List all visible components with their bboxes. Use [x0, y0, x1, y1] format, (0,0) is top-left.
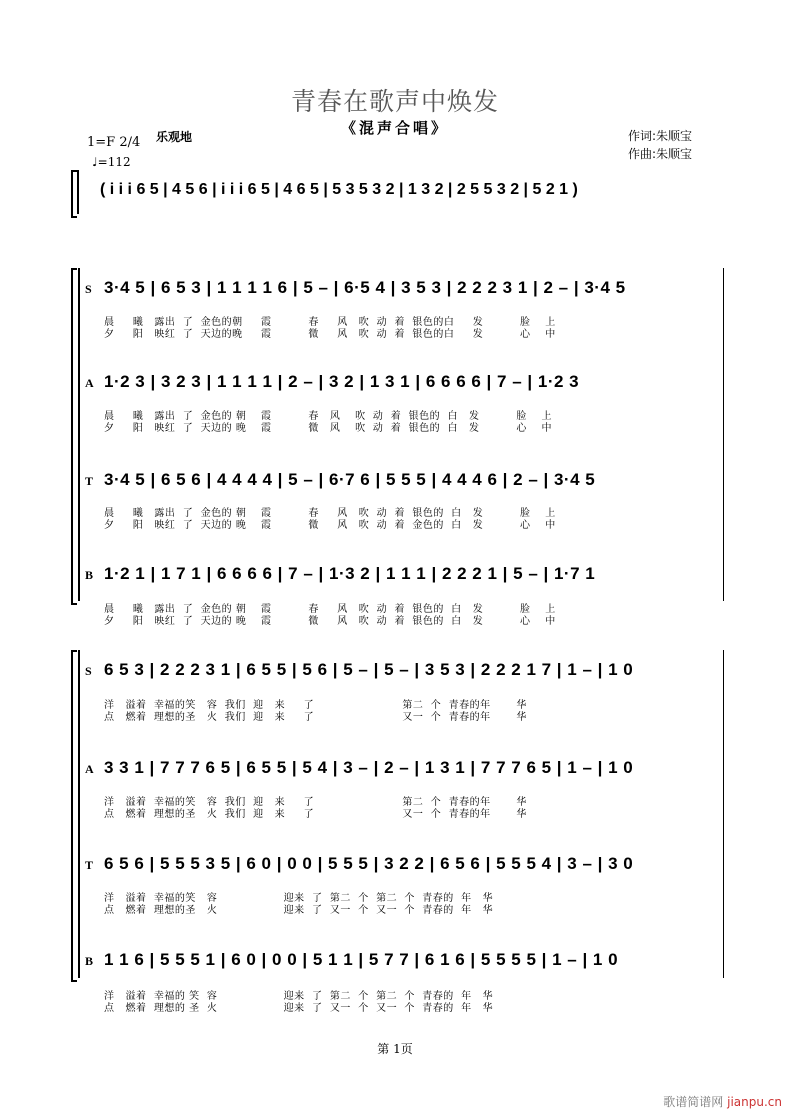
song-title: 青春在歌声中焕发 [290, 87, 499, 116]
alto-notes-1: 1·2 3 | 3 2 3 | 1 1 1 1 | 2 – | 3 2 | 1 3 1 | 6 6 6 6 | 7 – | 1·2 3 [104, 372, 580, 391]
subtitle: 《混声合唱》 [340, 119, 449, 137]
part-label-tenor: T [85, 474, 94, 488]
soprano-notes-1: 3·4 5 | 6 5 3 | 1 1 1 1 6 | 5 – | 6·5 4 | 3 5 3 | 2 2 2 3 1 | 2 – | 3·4 5 [104, 278, 626, 297]
system-2 [78, 650, 80, 978]
bass-notes-2: 1 1 6 | 5 5 5 1 | 6 0 | 0 0 | 5 1 1 | 5 7 7 | 6 1 6 | 5 5 5 5 | 1 – | 1 0 [104, 950, 619, 969]
soprano-lyrics-2b: 点 燃着 理想的圣 火 我们 迎 来 了 又一 个 青春的年 华 [104, 712, 527, 723]
tenor-lyrics-1b: 夕 阳 映红 了 天边的 晚 霞 微 风 吹 动 着 金色的 白 发 心 中 [104, 520, 556, 531]
part-label-alto-2: A [85, 762, 94, 776]
part-label-alto: A [85, 376, 94, 390]
tenor-lyrics-2b: 点 燃着 理想的圣 火 迎来 了 又一 个 又一 个 青春的 年 华 [104, 905, 494, 916]
soprano-lyrics-2a: 洋 溢着 幸福的笑 容 我们 迎 来 了 第二 个 青春的年 华 [104, 700, 527, 711]
soprano-notes-2: 6 5 3 | 2 2 2 3 1 | 6 5 5 | 5 6 | 5 – | 5 – | 3 5 3 | 2 2 2 1 7 | 1 – | 1 0 [104, 660, 634, 679]
watermark: 歌谱简谱网 jianpu.cn [663, 1095, 782, 1109]
soprano-lyrics-1a: 晨 曦 露出 了 金色的朝 霞 春 风 吹 动 着 银色的白 发 脸 上 [104, 317, 556, 328]
page-number: 第 1页 [377, 1042, 413, 1056]
bass-lyrics-1a: 晨 曦 露出 了 金色的 朝 霞 春 风 吹 动 着 银色的 白 发 脸 上 [104, 604, 556, 615]
alto-lyrics-1a: 晨 曦 露出 了 金色的 朝 霞 春 风 吹 动 着 银色的 白 发 脸 上 [104, 411, 553, 422]
composer-credit: 作曲:朱顺宝 [628, 147, 693, 161]
alto-lyrics-1b: 夕 阳 映红 了 天边的 晚 霞 微 风 吹 动 着 银色的 白 发 心 中 [104, 423, 553, 434]
alto-lyrics-2a: 洋 溢着 幸福的笑 容 我们 迎 来 了 第二 个 青春的年 华 [104, 797, 527, 808]
alto-notes-2: 3 3 1 | 7 7 7 6 5 | 6 5 5 | 5 4 | 3 – | 2 – | 1 3 1 | 7 7 7 6 5 | 1 – | 1 0 [104, 758, 634, 777]
tempo-mark: ♩=112 [92, 155, 131, 169]
intro-system [77, 170, 79, 214]
bass-lyrics-2b: 点 燃着 理想的 圣 火 迎来 了 又一 个 又一 个 青春的 年 华 [104, 1003, 494, 1014]
tenor-lyrics-1a: 晨 曦 露出 了 金色的 朝 霞 春 风 吹 动 着 银色的 白 发 脸 上 [104, 508, 556, 519]
bass-notes-1: 1·2 1 | 1 7 1 | 6 6 6 6 | 7 – | 1·3 2 | 1 1 1 | 2 2 2 1 | 5 – | 1·7 1 [104, 564, 596, 583]
soprano-lyrics-1b: 夕 阳 映红 了 天边的晚 霞 微 风 吹 动 着 银色的白 发 心 中 [104, 329, 556, 340]
part-label-tenor-2: T [85, 858, 94, 872]
tenor-notes-1: 3·4 5 | 6 5 6 | 4 4 4 4 | 5 – | 6·7 6 | 5 5 5 | 4 4 4 6 | 2 – | 3·4 5 [104, 470, 596, 489]
intro-line: ( i i i 6 5 | 4 5 6 | i i i 6 5 | 4 6 5 | 5 3 5 3 2 | 1 3 2 | 2 5 5 3 2 | 5 2 1 ) [100, 181, 579, 198]
key-signature: 1=F 2/4 [87, 135, 141, 150]
tenor-notes-2: 6 5 6 | 5 5 5 3 5 | 6 0 | 0 0 | 5 5 5 | 3 2 2 | 6 5 6 | 5 5 5 4 | 3 – | 3 0 [104, 854, 634, 873]
alto-lyrics-2b: 点 燃着 理想的圣 火 我们 迎 来 了 又一 个 青春的年 华 [104, 809, 527, 820]
bass-lyrics-2a: 洋 溢着 幸福的 笑 容 迎来 了 第二 个 第二 个 青春的 年 华 [104, 991, 494, 1002]
expression-label: 乐观地 [156, 130, 193, 144]
lyricist-credit: 作词:朱顺宝 [628, 129, 693, 143]
part-label-soprano-2: S [85, 664, 92, 678]
tenor-lyrics-2a: 洋 溢着 幸福的笑 容 迎来 了 第二 个 第二 个 青春的 年 华 [104, 893, 494, 904]
system-1 [78, 268, 80, 601]
bass-lyrics-1b: 夕 阳 映红 了 天边的 晚 霞 微 风 吹 动 着 银色的 白 发 心 中 [104, 616, 556, 627]
part-label-soprano: S [85, 282, 92, 296]
part-label-bass: B [85, 568, 94, 582]
part-label-bass-2: B [85, 954, 94, 968]
